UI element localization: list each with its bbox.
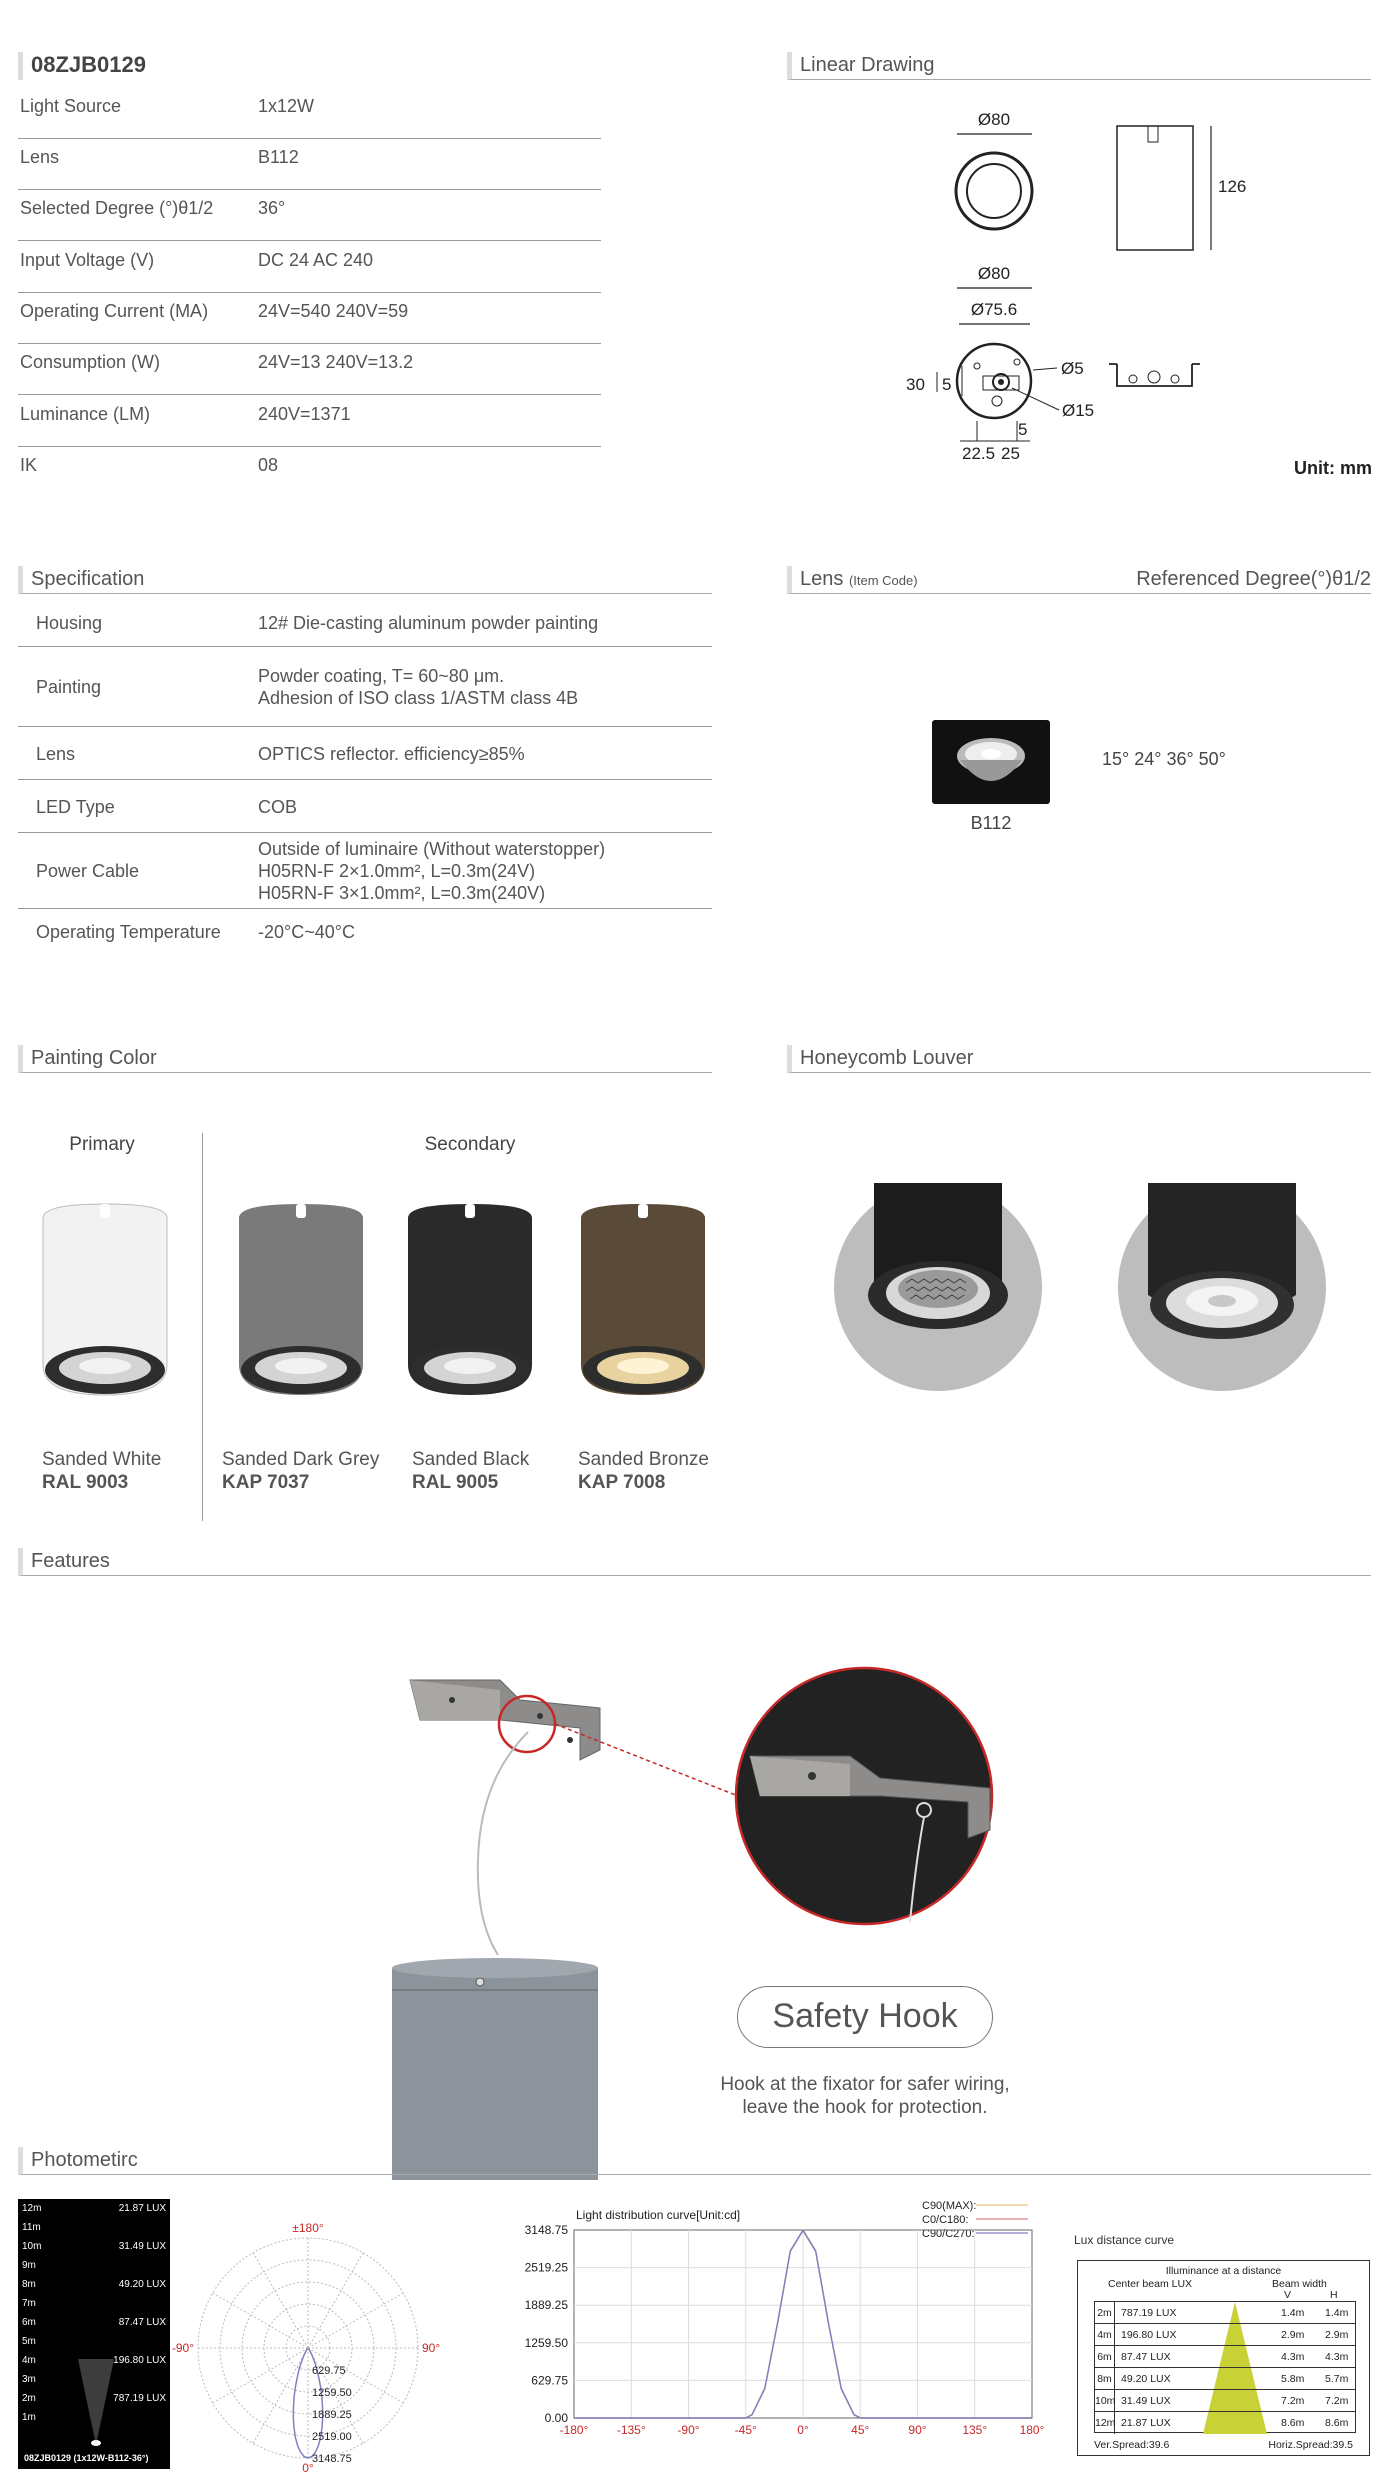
beam-distance: 3m: [22, 2374, 36, 2385]
polar-spoke: [253, 2253, 308, 2348]
lens-heading: [787, 566, 1371, 594]
honeycomb-title: Honeycomb Louver: [800, 1047, 974, 1069]
ldc-y-tick: 1889.25: [524, 2298, 568, 2313]
lux-row-lux: 49.20 LUX: [1121, 2373, 1171, 2385]
product-row: [18, 447, 601, 487]
ldc-y-tick: 629.75: [531, 2373, 568, 2388]
lux-row-v: 5.8m: [1281, 2373, 1305, 2385]
beam-lux: 21.87 LUX: [118, 2203, 166, 2214]
product-row: [18, 139, 601, 190]
color-code: RAL 9005: [412, 1472, 499, 1493]
product-row-value: DC 24 AC 240: [258, 250, 374, 270]
dim-d5: Ø5: [1061, 359, 1084, 378]
ldc-y-tick: 3148.75: [524, 2223, 568, 2237]
product-row: [18, 242, 601, 293]
polar-ring-label: 629.75: [312, 2365, 346, 2377]
lux-row-distance: 2m: [1095, 2302, 1115, 2324]
lux-row-v: 4.3m: [1281, 2351, 1305, 2363]
unit-label: Unit: mm: [1294, 458, 1372, 478]
beam-cone: [76, 2349, 116, 2449]
product-row-label: Operating Current (MA): [20, 301, 209, 321]
lux-center-label: Center beam LUX: [1108, 2278, 1193, 2290]
beam-panel: [18, 2199, 170, 2469]
lux-ver-spread: Ver.Spread:39.6: [1094, 2439, 1170, 2451]
beam-lux: 31.49 LUX: [118, 2241, 166, 2252]
ldc-legend-label: C90/C270:: [922, 2228, 975, 2240]
honeycomb-photo-plain: [1118, 1183, 1326, 1391]
color-swatch-label: [412, 1448, 529, 1494]
lux-row-h: 7.2m: [1325, 2395, 1349, 2407]
features-title: Features: [31, 1550, 110, 1572]
top-view-inner: [967, 164, 1021, 218]
beam-caption: 08ZJB0129 (1x12W-B112-36°): [24, 2453, 149, 2463]
polar-ring-label: 2519.00: [312, 2431, 352, 2443]
spec-row-value: OPTICS reflector. efficiency≥85%: [258, 744, 525, 764]
lens-ref-degree: Referenced Degree(°)θ1/2: [1136, 568, 1371, 590]
spec-row: [18, 780, 712, 833]
lux-row-lux: 87.47 LUX: [1121, 2351, 1171, 2363]
spec-row-label: Painting: [36, 677, 102, 697]
lens-title-small: (Item Code): [848, 573, 918, 588]
product-row-label: Luminance (LM): [20, 404, 151, 424]
ldc-x-tick: -90°: [677, 2423, 700, 2437]
spec-row-value: COB: [258, 797, 298, 817]
safety-hook-desc-2: leave the hook for protection.: [742, 2097, 988, 2118]
product-row: [18, 396, 601, 447]
product-row-label: IK: [20, 455, 38, 475]
polar-spoke: [253, 2348, 308, 2443]
lux-row-distance: 4m: [1095, 2324, 1115, 2346]
lux-row-distance: 6m: [1095, 2346, 1115, 2368]
product-code-heading: [18, 52, 601, 80]
dim-d80-top: Ø80: [977, 110, 1011, 129]
dim-d756: Ø75.6: [970, 300, 1018, 319]
dim-h126: 126: [1218, 177, 1247, 196]
bracket-hole: [1148, 371, 1160, 383]
lux-row-h: 8.6m: [1325, 2417, 1349, 2429]
color-swatch-luminaire: [236, 1200, 366, 1410]
polar-ring-label: 1259.50: [312, 2387, 352, 2399]
lux-row-v: 8.6m: [1281, 2417, 1305, 2429]
color-code: KAP 7008: [578, 1472, 666, 1493]
ldc-y-tick: 0.00: [544, 2411, 568, 2425]
lux-grid: [1094, 2301, 1356, 2433]
lux-hor-spread: Horiz.Spread:39.5: [1268, 2439, 1353, 2451]
linear-drawing: [787, 96, 1377, 486]
lux-v-label: V: [1284, 2289, 1292, 2301]
color-swatch-luminaire: [405, 1200, 535, 1410]
lux-row: [1095, 2390, 1355, 2412]
product-row-value: 36°: [258, 198, 286, 218]
spec-row: [18, 598, 712, 647]
lux-row-h: 5.7m: [1325, 2373, 1349, 2385]
polar-ring-label: 3148.75: [312, 2453, 352, 2465]
product-row-value: B112: [258, 147, 299, 167]
spec-row-value: Powder coating, T= 60~80 μm. Adhesion of ISO class 1/ASTM class 4B: [258, 666, 579, 708]
lux-heading: Illuminance at a distance: [1165, 2265, 1282, 2277]
beam-distance: 7m: [22, 2298, 36, 2309]
beam-distance: 1m: [22, 2412, 36, 2423]
spec-row-label: Housing: [36, 613, 103, 633]
lux-beam-label: Beam width: [1272, 2278, 1327, 2290]
ldc-y-tick: 2519.25: [524, 2260, 568, 2275]
beam-lux: 49.20 LUX: [118, 2279, 166, 2290]
lux-row: [1095, 2302, 1355, 2324]
polar-spoke: [213, 2293, 308, 2348]
linear-drawing-title: Linear Drawing: [800, 54, 935, 76]
dim-225: 22.5: [962, 444, 996, 463]
lux-row-lux: 196.80 LUX: [1121, 2329, 1177, 2341]
color-swatch-label: [578, 1448, 709, 1494]
product-row-label: Input Voltage (V): [20, 250, 155, 270]
product-row-label: Selected Degree (°)θ1/2: [20, 198, 214, 218]
color-name: Sanded White: [42, 1449, 162, 1470]
specification-title: Specification: [31, 568, 145, 590]
ldc-x-tick: 90°: [908, 2423, 927, 2437]
photometric-title: Photometirc: [31, 2149, 138, 2171]
dim-5c: 5: [1018, 420, 1028, 439]
lux-row: [1095, 2324, 1355, 2346]
ldc-legend-label: C90(MAX):: [922, 2200, 977, 2212]
dim-d15: Ø15: [1062, 401, 1095, 420]
dim-30: 30: [906, 375, 925, 394]
spec-row-label: LED Type: [36, 797, 115, 817]
beam-distance: 6m: [22, 2317, 36, 2328]
ldc-x-tick: 0°: [797, 2423, 809, 2437]
beam-distance: 11m: [22, 2222, 41, 2233]
polar-spoke: [308, 2253, 363, 2348]
ldc-legend-label: C0/C180:: [922, 2214, 969, 2226]
product-row-label: Lens: [20, 147, 60, 167]
lux-row-lux: 31.49 LUX: [1121, 2395, 1171, 2407]
honeycomb-heading: [787, 1045, 1371, 1073]
honeycomb-photo-with-louver: [834, 1183, 1042, 1391]
polar-spoke: [308, 2293, 403, 2348]
light-distribution-chart: [450, 2195, 1060, 2470]
lux-row-distance: 10m: [1095, 2390, 1115, 2412]
lux-row: [1095, 2346, 1355, 2368]
product-code: 08ZJB0129: [31, 52, 146, 77]
ldc-x-tick: -135°: [616, 2423, 646, 2437]
bracket-hole: [1129, 375, 1137, 383]
beam-lux: 87.47 LUX: [118, 2317, 166, 2328]
product-row: [18, 344, 601, 395]
dim-5a: 5: [942, 375, 952, 394]
spec-row-value: 12# Die-casting aluminum powder painting: [258, 613, 599, 633]
linear-drawing-heading: [787, 52, 1371, 80]
polar-label-left: -90°: [171, 2341, 194, 2355]
polar-label-bottom: 0°: [302, 2461, 314, 2475]
color-swatch-label: [42, 1448, 161, 1494]
product-row: [18, 190, 601, 241]
lux-row-distance: 12m: [1095, 2412, 1115, 2434]
lens-code: B112: [970, 813, 1012, 833]
color-swatch-luminaire: [578, 1200, 708, 1410]
lens-image: [932, 720, 1050, 804]
beam-lux: 787.19 LUX: [113, 2393, 166, 2404]
lux-row-distance: 8m: [1095, 2368, 1115, 2390]
ldc-y-tick: 1259.50: [524, 2335, 568, 2350]
polar-label-right: 90°: [422, 2341, 441, 2355]
lens-icon: [932, 720, 1050, 804]
lens-degrees: 15° 24° 36° 50°: [1102, 749, 1226, 769]
color-name: Sanded Dark Grey: [222, 1449, 380, 1470]
beam-lux: 196.80 LUX: [113, 2355, 166, 2366]
primary-divider: [202, 1133, 203, 1521]
lux-row-h: 2.9m: [1325, 2329, 1349, 2341]
dim-d80-mid: Ø80: [977, 264, 1011, 283]
dim-25: 25: [1001, 444, 1020, 463]
ldc-x-tick: -45°: [734, 2423, 757, 2437]
color-swatch-label: [222, 1448, 379, 1494]
side-view-clip: [1148, 126, 1158, 142]
polar-diagram: [171, 2220, 441, 2480]
beam-distance: 10m: [22, 2241, 42, 2252]
spec-row: [18, 909, 712, 954]
photometric-heading: [18, 2147, 1371, 2175]
lux-distance-title: Lux distance curve: [1074, 2233, 1175, 2247]
color-name: Sanded Bronze: [578, 1449, 709, 1470]
screw-hole: [1014, 359, 1020, 365]
spec-row-value: -20°C~40°C: [258, 922, 355, 942]
ldc-x-tick: 45°: [851, 2423, 870, 2437]
product-row-label: Consumption (W): [20, 352, 161, 372]
product-row-value: 24V=540 240V=59: [258, 301, 409, 321]
spec-row-label: Power Cable: [36, 861, 140, 881]
spec-row: [18, 833, 712, 909]
lux-row-v: 2.9m: [1281, 2329, 1305, 2341]
lux-row-v: 1.4m: [1281, 2307, 1305, 2319]
side-view-body: [1117, 126, 1193, 250]
ldc-x-tick: 135°: [962, 2423, 988, 2437]
safety-hook-desc-1: Hook at the fixator for safer wiring,: [720, 2074, 1010, 2095]
painting-color-heading: [18, 1045, 712, 1073]
product-row-value: 08: [258, 455, 279, 475]
ldc-x-tick: -180°: [559, 2423, 589, 2437]
beam-distance: 4m: [22, 2355, 36, 2366]
product-row-value: 24V=13 240V=13.2: [258, 352, 414, 372]
beam-distance: 9m: [22, 2260, 36, 2271]
product-row-label: Light Source: [20, 96, 122, 116]
lux-row-h: 4.3m: [1325, 2351, 1349, 2363]
polar-ring-label: 1889.25: [312, 2409, 352, 2421]
lux-row-lux: 21.87 LUX: [1121, 2417, 1171, 2429]
screw-hole: [974, 363, 980, 369]
product-row: [18, 293, 601, 344]
spec-row-label: Lens: [36, 744, 76, 764]
color-code: KAP 7037: [222, 1472, 310, 1493]
beam-distance: 2m: [22, 2393, 36, 2404]
safety-hook-badge-text: Safety Hook: [772, 1997, 958, 2035]
product-row-value: 240V=1371: [258, 404, 351, 424]
spec-row: [18, 727, 712, 780]
specification-heading: [18, 566, 712, 594]
bottom-view-hole-center: [998, 379, 1004, 385]
painting-color-title: Painting Color: [31, 1047, 157, 1069]
secondary-label: Secondary: [424, 1134, 516, 1155]
spec-row: [18, 647, 712, 727]
spec-row-value: Outside of luminaire (Without waterstopper) H05RN-F 2×1.0mm², L=0.3m(24V) H05RN-F 3×1.0mm², L=0.3m(240V): [258, 839, 606, 903]
beam-distance: 12m: [22, 2203, 42, 2214]
lux-row: [1095, 2368, 1355, 2390]
product-row-value: 1x12W: [258, 96, 315, 116]
lux-row: [1095, 2412, 1355, 2434]
features-heading: [18, 1548, 1371, 1576]
ldc-title: Light distribution curve[Unit:cd]: [576, 2208, 741, 2222]
polar-label-top: ±180°: [292, 2221, 324, 2235]
product-row: [18, 88, 601, 139]
primary-label: Primary: [69, 1134, 135, 1155]
color-name: Sanded Black: [412, 1449, 530, 1470]
screw-hole: [992, 396, 1002, 406]
lux-row-v: 7.2m: [1281, 2395, 1305, 2407]
safety-hook-badge: [737, 1986, 993, 2048]
beam-distance: 5m: [22, 2336, 36, 2347]
color-code: RAL 9003: [42, 1472, 129, 1493]
lux-h-label: H: [1330, 2289, 1338, 2301]
lens-title: Lens: [800, 568, 844, 590]
bracket-hole: [1171, 375, 1179, 383]
color-swatch-luminaire: [40, 1200, 170, 1410]
lux-row-h: 1.4m: [1325, 2307, 1349, 2319]
lux-distance-table: [1077, 2260, 1370, 2456]
leader-line: [1033, 368, 1057, 370]
ldc-x-tick: 180°: [1019, 2423, 1045, 2437]
spec-row-label: Operating Temperature: [36, 922, 221, 942]
lux-row-lux: 787.19 LUX: [1121, 2307, 1177, 2319]
beam-distance: 8m: [22, 2279, 36, 2290]
